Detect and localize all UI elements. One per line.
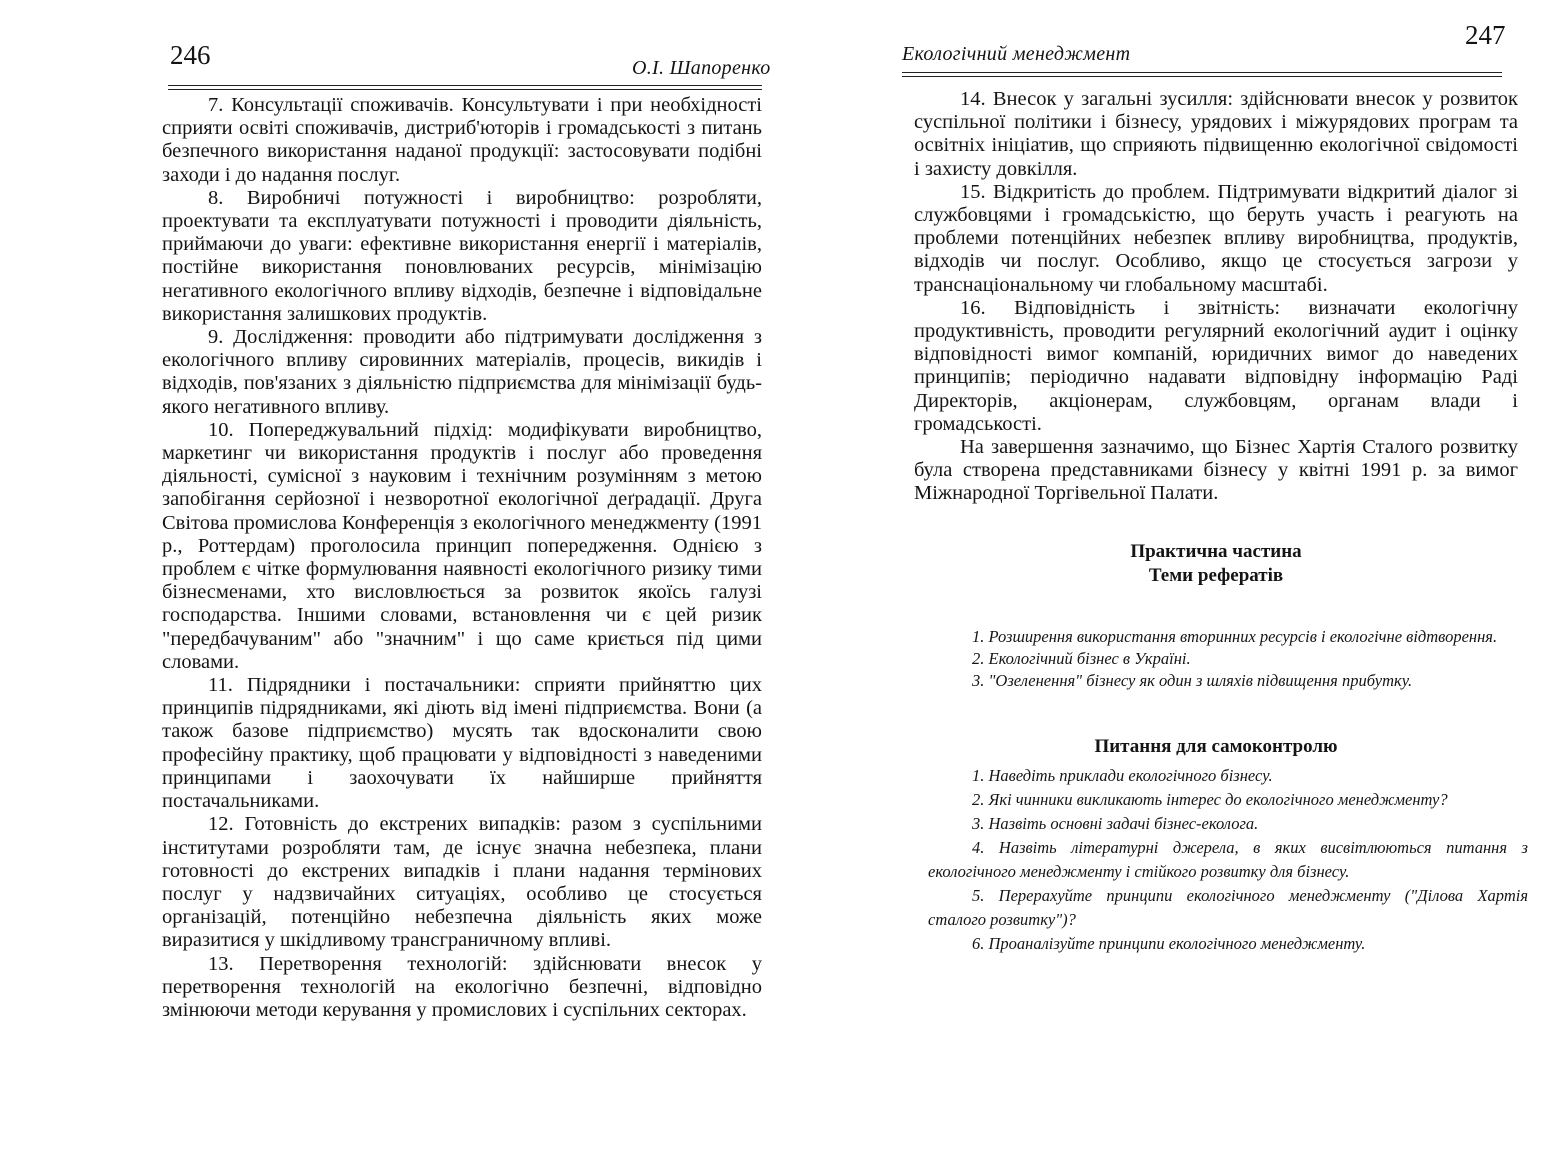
practical-section	[914, 540, 1518, 588]
topic-item: 3. "Озеленення" бізнесу як один з шляхів підвищення прибутку.	[972, 671, 1413, 690]
paragraph-7: 7. Консультації споживачів. Консультувати і при необхідності сприяти освіті споживачів, дистриб'юторів і громадськості з питань безпечного використання наданої продукції: застосовувати подібні заходи і до надання послуг.	[162, 94, 762, 186]
running-head-right: Екологічний менеджмент	[902, 43, 1131, 65]
question-item: 4. Назвіть літературні джерела, в яких висвітлюються питання з екологічного менеджменту і стійкого розвитку для бізнесу.	[928, 838, 1528, 881]
right-page	[782, 0, 1564, 1152]
practical-title: Практична частина	[1130, 541, 1302, 562]
paragraph-15: 15. Відкритість до проблем. Підтримувати відкритий діалог зі службовцями і громадськістю, що беруть участь і реагують на проблеми потенційних небезпек впливу виробництва, продуктів, відходів чи послуг. Особливо, якщо це стосується загрози у транснаціональному чи глобальному масштабі.	[914, 180, 1518, 296]
topics-list	[928, 626, 1518, 692]
header-rule-left	[168, 85, 762, 86]
question-item: 2. Які чинники викликають інтерес до екологічного менеджменту?	[972, 790, 1448, 809]
question-item: 6. Проаналізуйте принципи екологічного менеджменту.	[972, 934, 1366, 953]
paragraph-8: 8. Виробничі потужності і виробництво: розробляти, проектувати та експлуатувати потужності і проводити діяльність, приймаючи до уваги: ефективне використання енергії і матеріалів, постійне використання поновлюваних ресурсів, мінімізацію негативного екологічного впливу відходів, безпечне і відповідальне використання залишкових продуктів.	[162, 186, 762, 325]
topics-title: Теми рефератів	[1148, 565, 1284, 586]
paragraph-14: 14. Внесок у загальні зусилля: здійснювати внесок у розвиток суспільної політики і бізнесу, урядових і міжурядових програм та освітніх ініціатив, що сприяють підвищенню екологічної свідомості і захисту довкілля.	[914, 88, 1518, 180]
paragraph-9: 9. Дослідження: проводити або підтримувати дослідження з екологічного впливу сировинних матеріалів, процесів, викидів і відходів, пов'язаних з діяльністю підприємства для мінімізації будь-якого негативного впливу.	[162, 326, 762, 418]
paragraph-conclusion: На завершення зазначимо, що Бізнес Хартія Сталого розвитку була створена представниками бізнесу у квітні 1991 р. за вимог Міжнародної Торгівельної Палати.	[914, 436, 1518, 505]
question-item: 3. Назвіть основні задачі бізнес-еколога.	[972, 814, 1259, 833]
paragraph-16: 16. Відповідність і звітність: визначати екологічну продуктивність, проводити регулярний екологічний аудит і оцінку відповідності вимог компаній, юридичних вимог до наведених принципів; періодично надавати відповідну інформацію Раді Директорів, акціонерам, службовцям, органам влади і громадськості.	[914, 296, 1518, 435]
left-page-body	[162, 94, 762, 1022]
page-number-left: 246	[170, 40, 211, 70]
header-rule-left-2	[168, 89, 762, 90]
topic-item: 2. Екологічний бізнес в Україні.	[972, 649, 1191, 668]
right-page-body	[914, 88, 1518, 506]
page-number-right: 247	[1465, 20, 1506, 50]
header-rule-right-2	[902, 76, 1502, 77]
paragraph-12: 12. Готовність до екстрених випадків: разом з суспільними інститутами розробляти там, де існує значна небезпека, плани готовності до екстрених випадків і плани надання термінових послуг у надзвичайних ситуаціях, особливо це стосується організацій, потенційно небезпечна діяльність яких може виразитися у шкідливому трансграничному впливі.	[162, 813, 762, 952]
paragraph-10: 10. Попереджувальний підхід: модифікувати виробництво, маркетинг чи використання продуктів і послуг або проведення діяльності, сумісної з науковим і технічним розумінням з метою запобігання серйозної і незворотної екологічної деґрадації. Друга Світова промислова Конференція з екологічного менеджменту (1991 р., Роттердам) проголосила принцип попередження. Однією з проблем є чітке формулювання наявності екологічного ризику тими бізнесменами, хто висловлюється за розвиток якоїсь галузі господарства. Іншими словами, встановлення чи є цей ризик "передбачуваним" або "значним" і що саме криється під цими словами.	[162, 418, 762, 673]
questions-title: Питання для самоконтролю	[1094, 736, 1338, 757]
topic-item: 1. Розширення використання вторинних ресурсів і екологічне відтворення.	[972, 627, 1498, 646]
question-item: 1. Наведіть приклади екологічного бізнесу.	[972, 766, 1273, 785]
questions-list	[928, 764, 1528, 956]
question-item: 5. Перерахуйте принципи екологічного менеджменту ("Ділова Хартія сталого розвитку")?	[928, 886, 1528, 929]
paragraph-13: 13. Перетворення технологій: здійснювати внесок у перетворення технологій на екологічно безпечні, відповідно змінюючи методи керування у промислових і суспільних секторах.	[162, 952, 762, 1021]
paragraph-11: 11. Підрядники і постачальники: сприяти прийняттю цих принципів підрядниками, які діють від імені підприємства. Вони (а також базове підприємство) мусять так вдосконалити свою професійну практику, щоб працювати у відповідності з наведеними принципами і заохочувати їх найширше прийняття постачальниками.	[162, 674, 762, 813]
running-head-left: О.І. Шапоренко	[632, 57, 771, 79]
header-rule-right	[902, 72, 1502, 73]
